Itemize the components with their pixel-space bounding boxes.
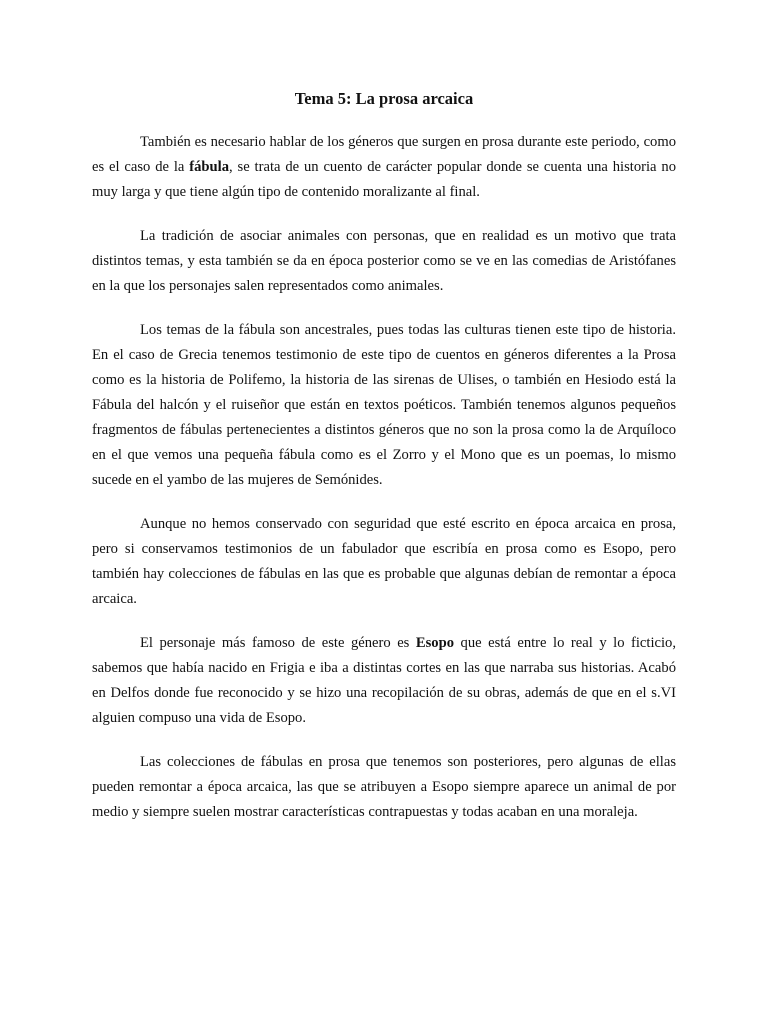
paragraph-2: La tradición de asociar animales con personas, que en realidad es un motivo que trata distintos temas, y esta también se da en época posterior como se ve en las comedias de Aristófanes en la que los personajes salen representados como animales. [92, 228, 676, 294]
paragraph-4: Aunque no hemos conservado con seguridad que esté escrito en época arcaica en prosa, pero si conservamos testimonios de un fabulador que escribía en prosa como es Esopo, pero también hay colecciones de fábulas en las que es probable que algunas debían de remontar a época arcaica. [92, 516, 676, 607]
document-title: Tema 5: La prosa arcaica [294, 89, 474, 108]
paragraph-1-bold-term: fábula [189, 159, 230, 175]
paragraph-5-text-a: El personaje más famoso de este género es [140, 635, 416, 651]
document-body [92, 130, 676, 844]
paragraph-5-bold-term: Esopo [415, 635, 455, 651]
paragraph-5 [92, 631, 676, 731]
paragraph-1-text-b: , se trata de un cuento de carácter popular donde se cuenta una historia no muy larga y que tiene algún tipo de contenido moralizante al final. [92, 159, 676, 200]
paragraph-1-text-a: También es necesario hablar de los géneros que surgen en prosa durante este periodo, como es el caso de la [92, 134, 676, 175]
paragraph-5-text-b: que está entre lo real y lo ficticio, sabemos que había nacido en Frigia e iba a distintas cortes en las que narraba sus historias. Acabó en Delfos donde fue reconocido y se hizo una recopilación de su obras, además de que en el s.VI alguien compuso una vida de Esopo. [92, 635, 676, 726]
paragraph-3: Los temas de la fábula son ancestrales, pues todas las culturas tienen este tipo de historia. En el caso de Grecia tenemos testimonio de este tipo de cuentos en géneros diferentes a la Prosa como es la historia de Polifemo, la historia de las sirenas de Ulises, o también en Hesiodo está la Fábula del halcón y el ruiseñor que están en textos poéticos. También tenemos algunos pequeños fragmentos de fábulas pertenecientes a distintos géneros que no son la prosa como la de Arquíloco en el que vemos una pequeña fábula como es el Zorro y el Mono que es un poemas, lo mismo sucede en el yambo de las mujeres de Semónides. [92, 322, 676, 488]
paragraph-1 [92, 130, 676, 205]
paragraph-6: Las colecciones de fábulas en prosa que tenemos son posteriores, pero algunas de ellas pueden remontar a época arcaica, las que se atribuyen a Esopo siempre aparece un animal de por medio y siempre suelen mostrar características contrapuestas y todas acaban en una moraleja. [92, 754, 676, 820]
